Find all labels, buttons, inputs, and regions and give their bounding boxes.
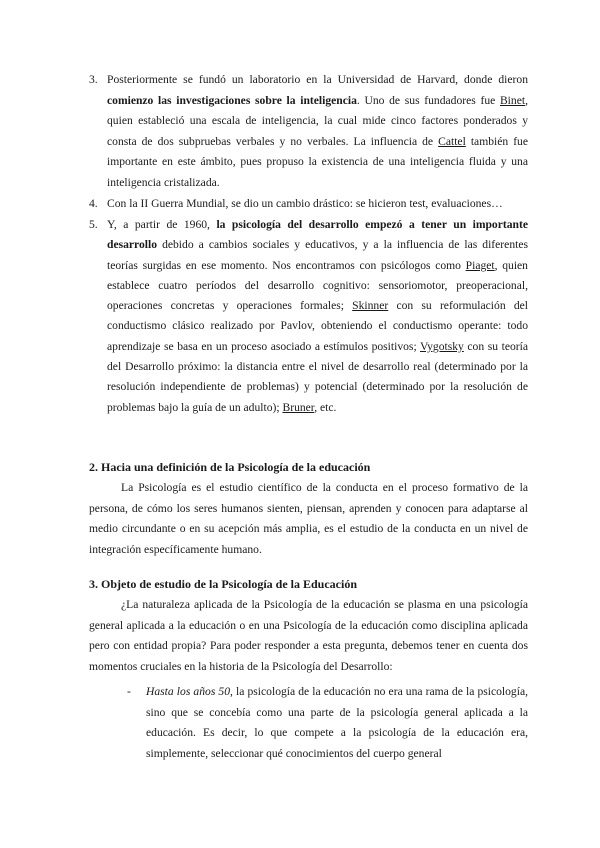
bullet-text <box>146 682 528 764</box>
list-item-text <box>107 194 528 215</box>
list-number: 5. <box>89 218 98 231</box>
author-name: Cattel <box>438 134 466 148</box>
list-item-text <box>107 215 528 418</box>
section-heading: 3. Objeto de estudio de la Psicología de la Educación <box>89 577 358 591</box>
emphasis-text: la psicología del desarrollo empezó a tener un importante desarrollo <box>107 218 528 252</box>
text-run: debido a cambios sociales y educativos, y a la influencia de las diferentes teorías surgidas en ese momento. Nos encontramos con psicólogos como <box>107 238 528 272</box>
text-run: . Uno de sus fundadores fue <box>356 93 500 107</box>
author-name: Vygotsky <box>420 339 464 353</box>
text-run: también fue importante en este ámbito, pues propuso la existencia de una inteligencia fluida y una inteligencia cristalizada. <box>107 134 528 189</box>
bullet-rest: , la psicología de la educación no era una rama de la psicología, sino que se concebía como una parte de la psicología general aplicada a la educación. Es decir, lo que compete a la psicología de la educación era, simplemente, seleccionar qué conocimientos del cuerpo general <box>146 685 528 760</box>
text-run: Y, a partir de 1960, <box>107 218 217 231</box>
author-name: Bruner <box>282 400 315 414</box>
text-run: , quien estableció una escala de inteligencia, la cual mide cinco factores ponderados y consta de dos subpruebas verbales y no verbales. La influencia de <box>107 93 528 148</box>
emphasis-text: comienzo las investigaciones sobre la inteligencia <box>107 93 357 107</box>
section-paragraph: La Psicología es el estudio científico de la conducta en el proceso formativo de la persona, de cómo los seres humanos sienten, piensan, aprenden y conocen para adaptarse al medio circundante o en su acepción más amplia, es el estudio de la conducta en un nivel de integración específicamente humano. <box>89 481 528 556</box>
section-heading: 2. Hacia una definición de la Psicología de la educación <box>89 460 371 474</box>
bullet-italic: Hasta los años 50 <box>146 685 231 698</box>
text-run: Posteriormente se fundó un laboratorio en la Universidad de Harvard, donde dieron <box>107 73 528 86</box>
list-number: 4. <box>89 197 98 210</box>
bullet-dash: - <box>127 685 131 698</box>
list-item-text <box>107 70 528 193</box>
author-name: Skinner <box>352 299 389 313</box>
text-run: con su reformulación del conductismo clásico realizado por Pavlov, obteniendo el conductismo operante: todo aprendizaje se basa en un proceso asociado a estímulos positivos; <box>107 299 528 353</box>
author-name: Piaget <box>465 258 495 272</box>
text-run: , quien establece cuatro períodos del desarrollo cognitivo: sensoriomotor, preoperacional, operaciones concretas y operaciones formales; <box>107 258 528 313</box>
text-run: Con la II Guerra Mundial, se dio un cambio drástico: se hicieron test, evaluaciones… <box>107 197 503 210</box>
text-run: , etc. <box>314 400 337 414</box>
text-run: con su teoría del Desarrollo próximo: la distancia entre el nivel de desarrollo real (determinado por la resolución independiente de problemas) y potencial (determinado por la resolución de problemas bajo la guía de un adulto); <box>107 339 528 414</box>
author-name: Binet <box>499 93 526 107</box>
section-paragraph: ¿La naturaleza aplicada de la Psicología de la educación se plasma en una psicología general aplicada a la educación o en una Psicología de la educación como disciplina aplicada pero con entidad propia? Para poder responder a esta pregunta, debemos tener en cuenta dos momentos cruciales en la historia de la Psicología del Desarrollo: <box>89 598 528 673</box>
list-number: 3. <box>89 73 98 86</box>
